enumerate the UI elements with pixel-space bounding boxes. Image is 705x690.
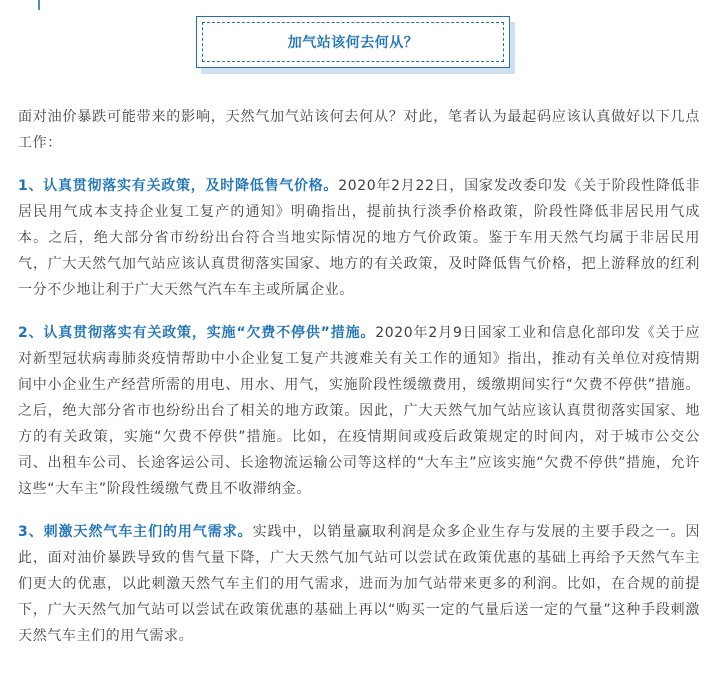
point-3-heading: 3、刺激天然气车主们的用气需求。 bbox=[18, 524, 253, 540]
top-accent-bar bbox=[38, 0, 40, 10]
section-title: 加气站该何去何从？ bbox=[287, 35, 419, 51]
section-title-dashed-frame bbox=[202, 22, 504, 62]
point-3-paragraph bbox=[18, 519, 700, 649]
article-body bbox=[18, 104, 700, 666]
point-2-text: 2020年2月9日国家工业和信息化部印发《关于应对新型冠状病毒肺炎疫情帮助中小企业复工复产共渡难关有关工作的通知》指出，推动有关单位对疫情期间中小企业生产经营所需的用电、用水、用气，实施阶段性缓缴费用，缓缴期间实行“欠费不停供”措施。之后，绝大部分省市也纷纷出台了相关的地方政策。因此，广大天然气加气站应该认真贯彻落实国家、地方的有关政策，实施“欠费不停供”措施。比如，在疫情期间或疫后政策规定的时间内，对于城市公交公司、出租车公司、长途客运公司、长途物流运输公司等这样的“大车主”应该实施“欠费不停供”措施，允许这些“大车主”阶段性缓缴气费且不收滞纳金。 bbox=[18, 325, 700, 497]
section-title-box bbox=[196, 16, 510, 68]
intro-text: 面对油价暴跌可能带来的影响，天然气加气站该何去何从？对此，笔者认为最起码应该认真做好以下几点工作： bbox=[18, 109, 700, 151]
point-1-paragraph bbox=[18, 173, 700, 303]
point-2-paragraph bbox=[18, 320, 700, 502]
point-2-heading: 2、认真贯彻落实有关政策，实施“欠费不停供”措施。 bbox=[18, 325, 376, 341]
intro-paragraph bbox=[18, 104, 700, 156]
point-1-text: 2020年2月22日，国家发改委印发《关于阶段性降低非居民用气成本支持企业复工复产的通知》明确指出，提前执行淡季价格政策，阶段性降低非居民用气成本。之后，绝大部分省市纷纷出台符合当地实际情况的地方气价政策。鉴于车用天然气均属于非居民用气，广大天然气加气站应该认真贯彻落实国家、地方的有关政策，及时降低售气价格，把上游释放的红利一分不少地让利于广大天然气汽车车主或所属企业。 bbox=[18, 178, 700, 298]
point-3-text: 实践中，以销量赢取利润是众多企业生存与发展的主要手段之一。因此，面对油价暴跌导致的售气量下降，广大天然气加气站可以尝试在政策优惠的基础上再给予天然气车主们更大的优惠，以此刺激天然气车主们的用气需求，进而为加气站带来更多的利润。比如，在合规的前提下，广大天然气加气站可以尝试在政策优惠的基础上再以“购买一定的气量后送一定的气量”这种手段刺激天然气车主们的用气需求。 bbox=[18, 524, 701, 644]
point-1-heading: 1、认真贯彻落实有关政策，及时降低售气价格。 bbox=[18, 178, 339, 194]
